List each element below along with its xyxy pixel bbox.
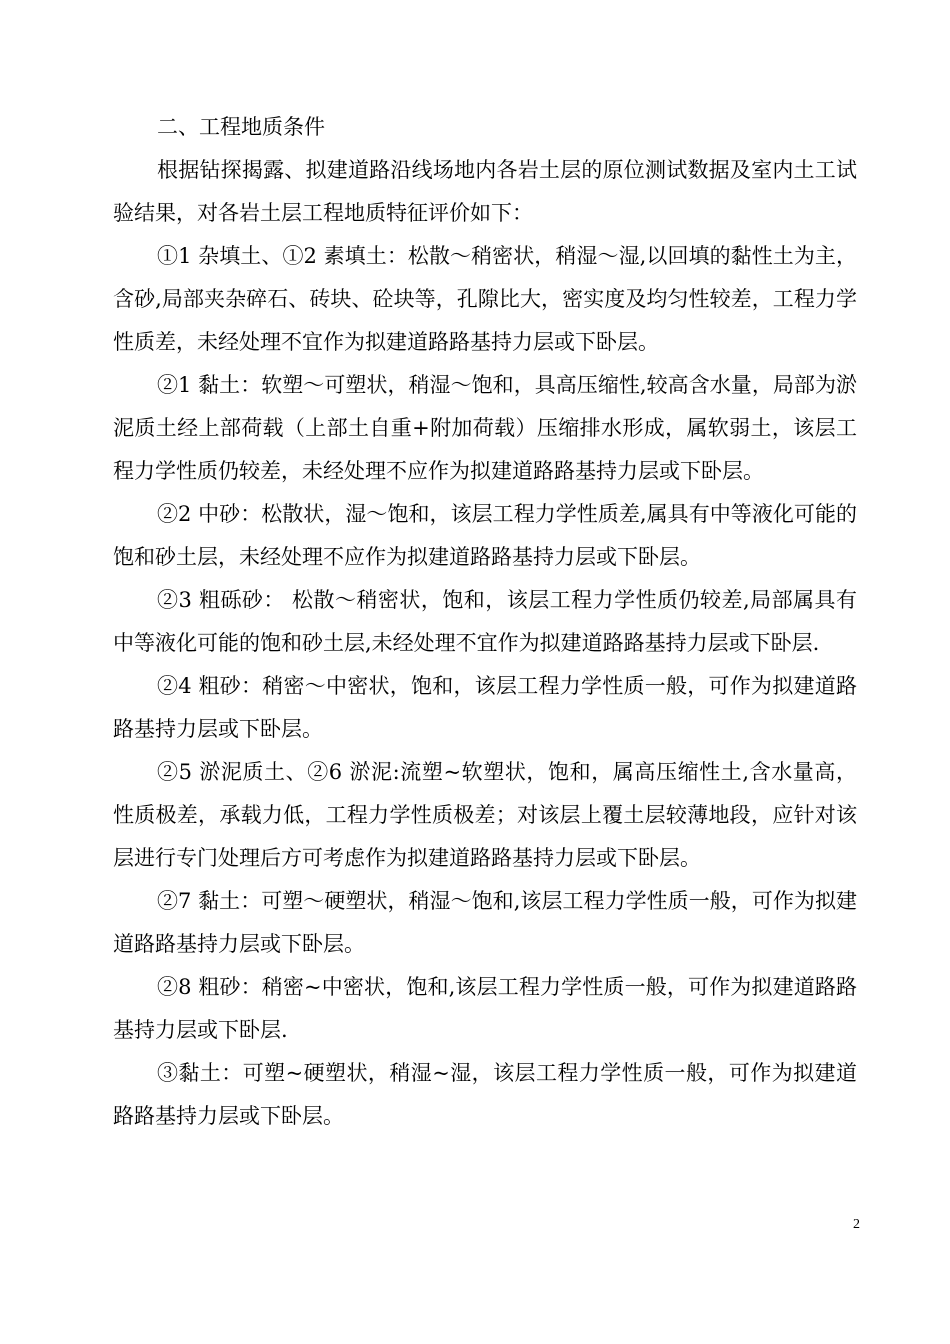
paragraph-coarse-sand-2-4: ②4 粗砂：稍密～中密状，饱和，该层工程力学性质一般，可作为拟建道路路基持力层或下卧层。 xyxy=(113,674,857,741)
paragraph-coarse-sand-2-8: ②8 粗砂：稍密~中密状，饱和,该层工程力学性质一般，可作为拟建道路路基持力层或下卧层. xyxy=(113,975,857,1042)
paragraph-intro: 根据钻探揭露、拟建道路沿线场地内各岩土层的原位测试数据及室内土工试验结果，对各岩土层工程地质特征评价如下： xyxy=(113,158,857,225)
section-heading: 二、工程地质条件 xyxy=(157,115,325,139)
paragraph-clay-3: ③黏土：可塑~硬塑状，稍湿~湿，该层工程力学性质一般，可作为拟建道路路基持力层或下卧层。 xyxy=(113,1061,857,1128)
paragraph-clay-2-1: ②1 黏土：软塑～可塑状，稍湿～饱和，具高压缩性,较高含水量，局部为淤泥质土经上部荷载（上部土自重+附加荷载）压缩排水形成，属软弱土，该层工程力学性质仍较差，未经处理不应作为拟建道路路基持力层或下卧层。 xyxy=(113,373,857,483)
paragraph-fill-soil: ①1 杂填土、①2 素填土：松散～稍密状，稍湿～湿,以回填的黏性土为主，含砂,局部夹杂碎石、砖块、砼块等，孔隙比大，密实度及均匀性较差，工程力学性质差，未经处理不宜作为拟建道路路基持力层或下卧层。 xyxy=(113,244,857,354)
paragraph-silt-2-5-2-6: ②5 淤泥质土、②6 淤泥:流塑~软塑状，饱和，属高压缩性土,含水量高，性质极差，承载力低，工程力学性质极差；对该层上覆土层较薄地段，应针对该层进行专门处理后方可考虑作为拟建道路路基持力层或下卧层。 xyxy=(113,760,857,870)
paragraph-medium-sand-2-2: ②2 中砂：松散状，湿～饱和，该层工程力学性质差,属具有中等液化可能的饱和砂土层，未经处理不应作为拟建道路路基持力层或下卧层。 xyxy=(113,502,857,569)
paragraph-gravel-sand-2-3: ②3 粗砾砂： 松散～稍密状，饱和，该层工程力学性质仍较差,局部属具有中等液化可能的饱和砂土层,未经处理不宜作为拟建道路路基持力层或下卧层. xyxy=(113,588,857,655)
paragraph-clay-2-7: ②7 黏土：可塑～硬塑状，稍湿～饱和,该层工程力学性质一般，可作为拟建道路路基持力层或下卧层。 xyxy=(113,889,857,956)
page-number: 2 xyxy=(853,1217,860,1232)
page-content xyxy=(113,106,857,1138)
